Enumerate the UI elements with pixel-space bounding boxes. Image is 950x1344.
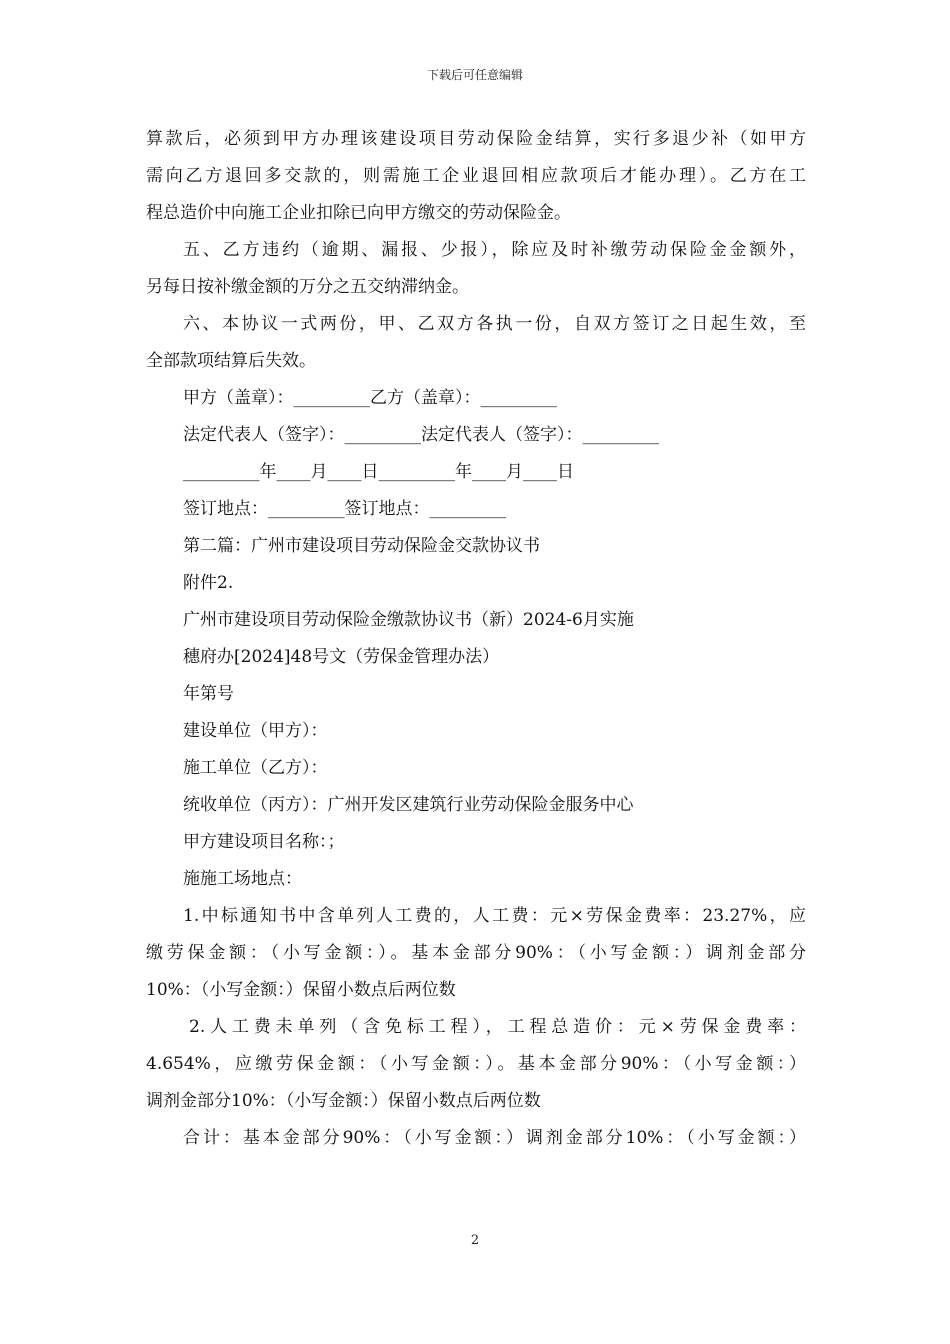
- page-number: 2: [470, 1233, 480, 1248]
- field-contractor-unit: 施工单位（乙方）：: [183, 758, 328, 778]
- signature-line-date: _________年____月____日_________年____月____日: [183, 462, 574, 482]
- paragraph-line: 合计：基本金部分90%：（小写金额：）调剂金部分10%：（小写金额：）: [183, 1128, 806, 1148]
- paragraph-line: 调剂金部分10%：（小写金额：）保留小数点后两位数: [146, 1091, 541, 1111]
- paragraph-line: 10%：（小写金额：）保留小数点后两位数: [146, 980, 456, 1000]
- agreement-title: 广州市建设项目劳动保险金缴款协议书（新）2024-6月实施: [183, 610, 634, 630]
- signature-line-place: 签订地点：_________签订地点：_________: [183, 499, 506, 519]
- field-collection-unit: 统收单位（丙方）：广州开发区建筑行业劳动保险金服务中心: [183, 795, 634, 815]
- section-title: 第二篇：广州市建设项目劳动保险金交款协议书: [183, 536, 540, 556]
- signature-line-party: 甲方（盖章）：_________乙方（盖章）：_________: [183, 388, 557, 408]
- paragraph-line: 全部款项结算后失效。: [146, 351, 316, 371]
- field-project-name: 甲方建设项目名称：；: [183, 832, 345, 852]
- document-number: 年第号: [183, 684, 234, 704]
- field-site-location: 施施工场地点：: [183, 869, 302, 889]
- page-header: 下载后可任意编辑: [426, 68, 523, 82]
- paragraph-line: 算款后，必须到甲方办理该建设项目劳动保险金结算，实行多退少补（如甲方: [146, 129, 806, 149]
- paragraph-line: 需向乙方退回多交款的，则需施工企业退回相应款项后才能办理）。乙方在工: [146, 166, 806, 186]
- paragraph-line: 五、乙方违约（逾期、漏报、少报），除应及时补缴劳动保险金金额外，: [183, 240, 806, 260]
- paragraph-line: 程总造价中向施工企业扣除已向甲方缴交的劳动保险金。: [146, 203, 571, 223]
- document-reference: 穗府办[2024]48号文（劳保金管理办法）: [183, 647, 500, 667]
- paragraph-line: 六、本协议一式两份，甲、乙双方各执一份，自双方签订之日起生效，至: [183, 314, 806, 334]
- attachment-label: 附件2.: [183, 573, 234, 593]
- paragraph-line: 2.人工费未单列（含免标工程），工程总造价：元×劳保金费率：: [189, 1017, 806, 1037]
- paragraph-line: 另每日按补缴金额的万分之五交纳滞纳金。: [146, 277, 469, 297]
- document-body: [146, 121, 806, 1157]
- paragraph-line: 缴劳保金额：（小写金额：）。基本金部分90%：（小写金额：）调剂金部分: [146, 943, 806, 963]
- signature-line-representative: 法定代表人（签字）：_________法定代表人（签字）：_________: [183, 425, 659, 445]
- paragraph-line: 1.中标通知书中含单列人工费的，人工费：元×劳保金费率：23.27%，应: [183, 906, 806, 926]
- field-construction-unit: 建设单位（甲方）：: [183, 721, 328, 741]
- paragraph-line: 4.654%，应缴劳保金额：（小写金额：）。基本金部分90%：（小写金额：）: [146, 1054, 806, 1074]
